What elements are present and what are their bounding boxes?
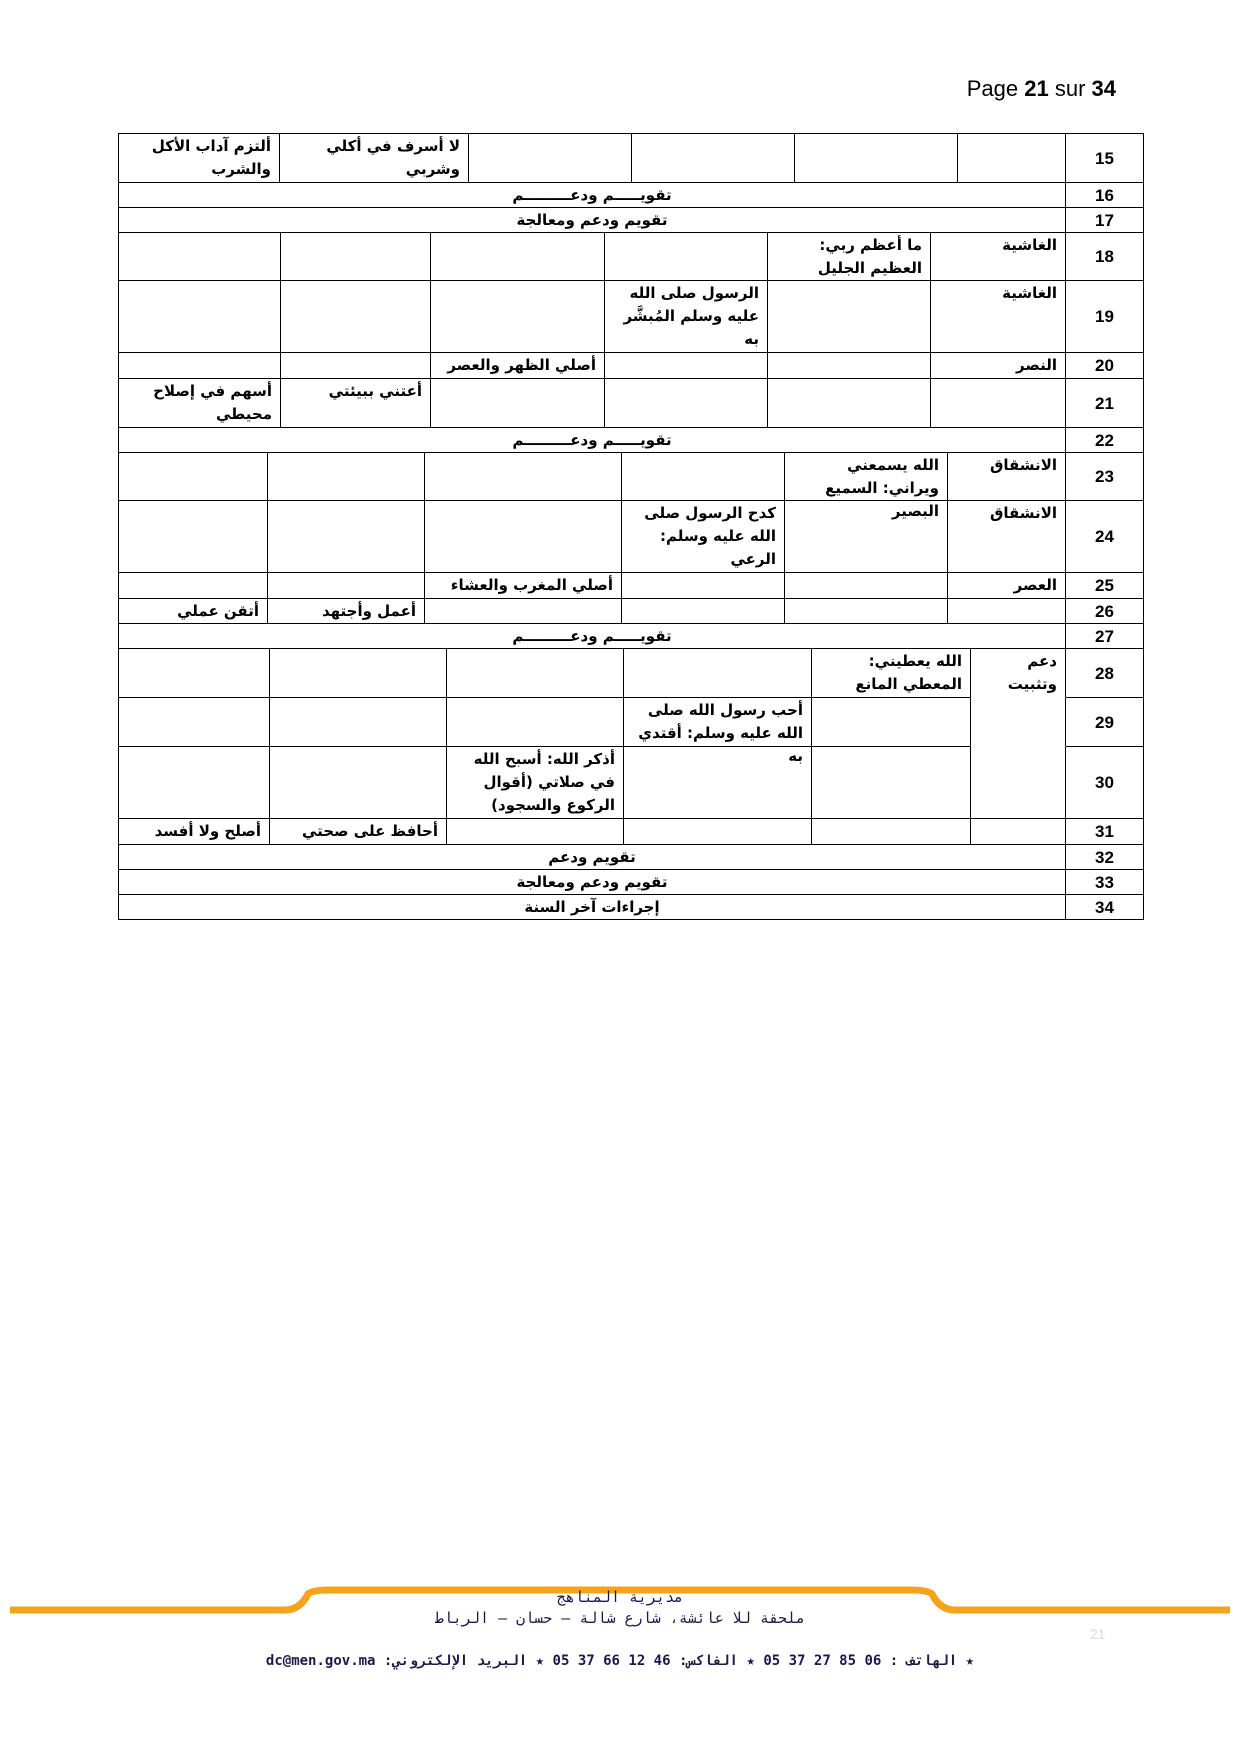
page-total: 34 [1091, 76, 1116, 101]
table-cell [119, 233, 281, 281]
table-cell: الانشقاق [948, 501, 1066, 573]
merged-cell: تقويم ودعم [119, 845, 1066, 870]
table-row [118, 747, 1144, 819]
table-cell [268, 453, 425, 501]
table-cell [425, 501, 622, 573]
table-cell [119, 573, 268, 599]
table-cell: أسهم في إصلاح محيطي [119, 379, 281, 428]
phone-number: 05 37 27 85 06 [763, 1653, 882, 1669]
merged-cell: تقويـــــم ودعـــــــــم [119, 428, 1066, 453]
fax-label: الفاكس: [678, 1653, 738, 1669]
footer-contacts [0, 1653, 1240, 1669]
table-cell [281, 281, 431, 353]
table-cell [469, 134, 632, 183]
table-cell [632, 134, 795, 183]
table-cell [605, 379, 768, 428]
table-row [118, 281, 1144, 353]
row-number: 23 [1066, 453, 1144, 501]
table-cell [119, 501, 268, 573]
table-cell [447, 698, 624, 747]
table-cell [268, 573, 425, 599]
table-cell [785, 573, 948, 599]
table-cell: أحافظ على صحتي [270, 819, 447, 845]
table-cell [768, 281, 931, 353]
table-cell [281, 353, 431, 379]
row-number: 21 [1066, 379, 1144, 428]
table-row [118, 233, 1144, 281]
table-cell [948, 599, 1066, 624]
table-cell [270, 747, 447, 819]
table-cell [447, 819, 624, 845]
table-cell: العصر [948, 573, 1066, 599]
table-row [118, 501, 1144, 573]
email-link[interactable]: dc@men.gov.ma [265, 1653, 376, 1669]
table-cell [119, 649, 270, 698]
footer-directorate: مديرية المناهج [556, 1588, 684, 1606]
table-cell: ما أعظم ربي: العظيم الجليل [768, 233, 931, 281]
table-cell: أتقن عملي [119, 599, 268, 624]
table-cell: أعمل وأجتهد [268, 599, 425, 624]
table-cell: الغاشية [931, 233, 1066, 281]
row-number: 29 [1066, 698, 1144, 747]
table-cell [812, 819, 971, 845]
page-number [967, 76, 1116, 102]
table-cell: أعتني ببيئتي [281, 379, 431, 428]
table-cell: أصلح ولا أفسد [119, 819, 270, 845]
table-row [118, 698, 1144, 765]
table-cell [270, 698, 447, 747]
table-cell: أذكر الله: أسبح الله في صلاتي (أقوال الركوع والسجود) [447, 747, 624, 819]
row-number: 16 [1066, 183, 1144, 208]
table-cell [971, 747, 1066, 819]
table-row [118, 895, 1144, 920]
row-number: 33 [1066, 870, 1144, 895]
table-cell: أحب رسول الله صلى الله عليه وسلم: أقتدي به [624, 698, 812, 747]
table-row [118, 819, 1144, 845]
table-cell [119, 353, 281, 379]
table-cell [624, 819, 812, 845]
table-cell: أصلي الظهر والعصر [431, 353, 605, 379]
table-cell [812, 747, 971, 819]
merged-cell: تقويـــــم ودعـــــــــم [119, 624, 1066, 649]
table-cell [812, 698, 971, 747]
table-cell [624, 649, 812, 698]
table-row [118, 870, 1144, 895]
table-cell: الله يسمعني ويراني: السميع البصير [785, 453, 948, 501]
row-number: 31 [1066, 819, 1144, 845]
table-row [118, 353, 1144, 379]
table-cell: الغاشية [931, 281, 1066, 353]
table-row [118, 573, 1144, 599]
table-cell [795, 134, 958, 183]
table-row [118, 453, 1144, 520]
row-number: 26 [1066, 599, 1144, 624]
table-cell [268, 501, 425, 573]
table-cell [971, 698, 1066, 747]
table-cell: الله يعطيني: المعطي المانع [812, 649, 971, 698]
merged-cell: إجراءات آخر السنة [119, 895, 1066, 920]
table-cell [431, 233, 605, 281]
table-row [118, 379, 1144, 428]
table-cell [431, 379, 605, 428]
table-cell [119, 698, 270, 747]
row-number: 20 [1066, 353, 1144, 379]
table-cell [624, 747, 812, 819]
table-cell: الانشقاق [948, 453, 1066, 501]
table-cell [447, 649, 624, 698]
table-cell: النصر [931, 353, 1066, 379]
table-row [118, 208, 1144, 233]
page-current: 21 [1024, 76, 1049, 101]
table-cell: الرسول صلى الله عليه وسلم المُبشَّر به [605, 281, 768, 353]
row-number: 30 [1066, 747, 1144, 819]
table-cell [958, 134, 1066, 183]
merged-cell: تقويم ودعم ومعالجة [119, 208, 1066, 233]
sur-word: sur [1054, 76, 1086, 101]
row-number: 25 [1066, 573, 1144, 599]
table-cell [768, 379, 931, 428]
table-cell [605, 233, 768, 281]
table-row [118, 599, 1144, 624]
row-number: 27 [1066, 624, 1144, 649]
table-cell [281, 233, 431, 281]
merged-cell: تقويـــــم ودعـــــــــم [119, 183, 1066, 208]
table-cell [270, 649, 447, 698]
table-cell [785, 501, 948, 573]
row-number: 24 [1066, 501, 1144, 573]
table-cell [425, 599, 622, 624]
row-number: 19 [1066, 281, 1144, 353]
merged-cell: تقويم ودعم ومعالجة [119, 870, 1066, 895]
table-cell: أصلي المغرب والعشاء [425, 573, 622, 599]
star-icon: ★ [965, 1653, 975, 1669]
table-cell [605, 353, 768, 379]
table-cell [119, 747, 270, 819]
row-number: 22 [1066, 428, 1144, 453]
table-row [118, 649, 1144, 698]
row-number: 15 [1066, 134, 1144, 183]
table-cell [931, 379, 1066, 428]
table-cell: دعم وتثبيت [971, 649, 1066, 698]
table-row [118, 183, 1144, 208]
star-icon: ★ [535, 1653, 545, 1669]
footer-ghost-page: 21 [1090, 1626, 1106, 1642]
row-number: 34 [1066, 895, 1144, 920]
star-icon: ★ [746, 1653, 755, 1669]
table-cell [119, 453, 268, 501]
table-row [118, 845, 1144, 870]
curriculum-table [118, 133, 1144, 920]
table-cell [425, 453, 622, 501]
table-cell [785, 599, 948, 624]
table-cell [431, 281, 605, 353]
row-number: 28 [1066, 649, 1144, 698]
row-number: 17 [1066, 208, 1144, 233]
table-cell: لا أسرف في أكلي وشربي [280, 134, 469, 183]
fax-number: 05 37 66 12 46 [552, 1653, 671, 1669]
table-cell [622, 453, 785, 501]
table-cell [622, 599, 785, 624]
table-cell: كدح الرسول صلى الله عليه وسلم: الرعي [622, 501, 785, 573]
row-number: 18 [1066, 233, 1144, 281]
phone-label: الهاتف : [889, 1653, 958, 1669]
table-cell [119, 281, 281, 353]
email-label: البريد الإلكتروني: [383, 1653, 528, 1669]
table-cell [622, 573, 785, 599]
table-row [118, 624, 1144, 649]
row-number: 32 [1066, 845, 1144, 870]
page-word: Page [966, 76, 1019, 101]
table-row [118, 133, 1144, 183]
table-cell [971, 819, 1066, 845]
table-cell: ألتزم آداب الأكل والشرب [119, 134, 280, 183]
table-row [118, 428, 1144, 453]
footer-address: ملحقة للا عائشة، شارع شالة – حسان – الرباط [434, 1609, 806, 1627]
table-cell [768, 353, 931, 379]
